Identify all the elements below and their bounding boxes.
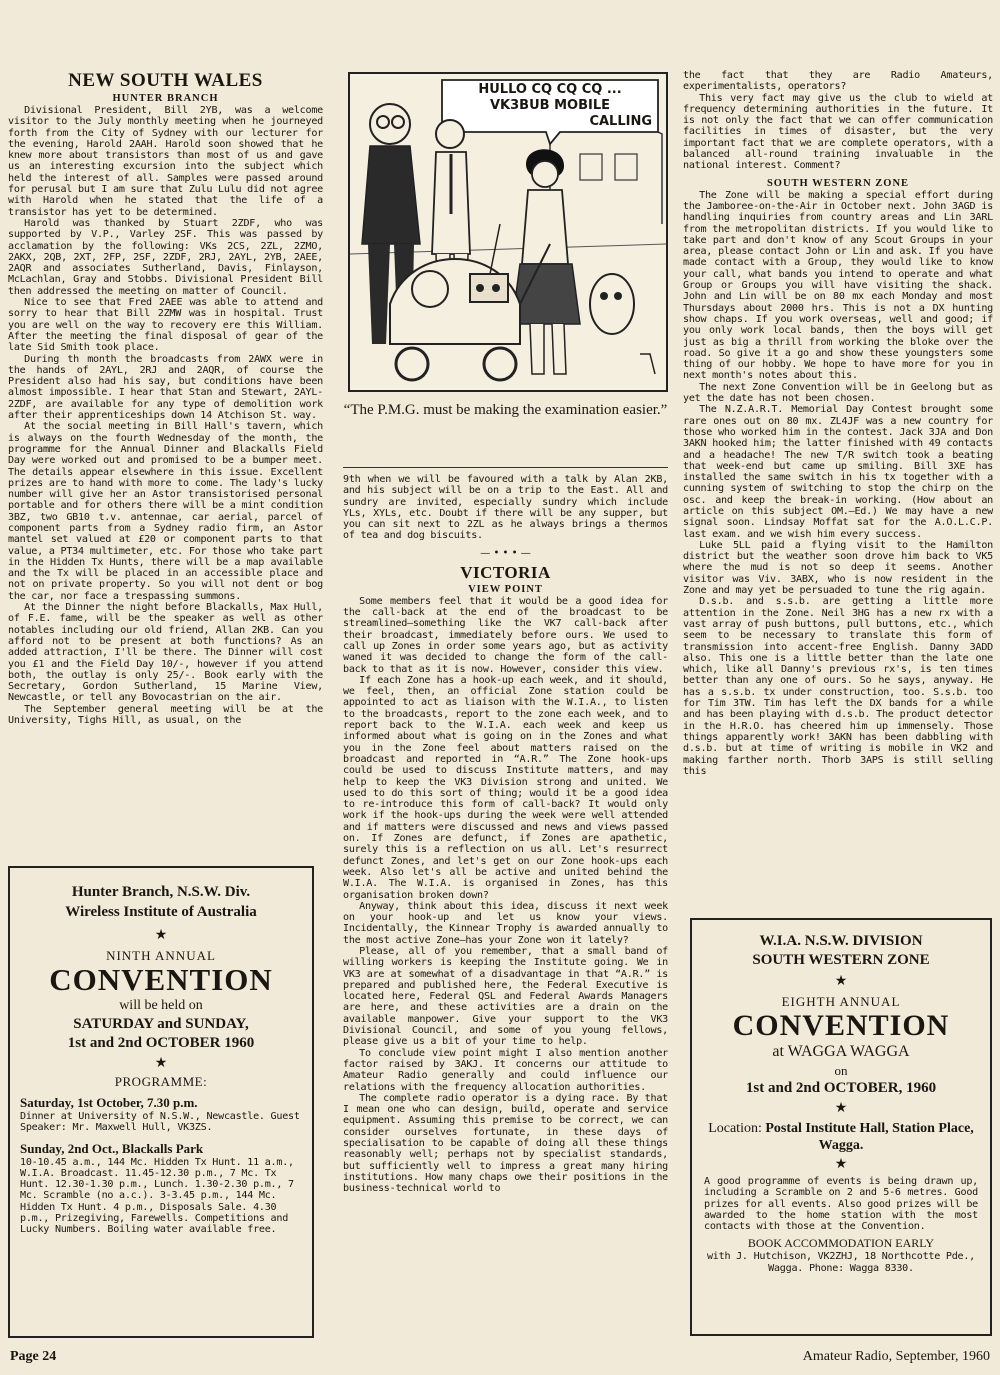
convention-label: CONVENTION (732, 1009, 950, 1042)
contact-details: with J. Hutchison, VK2ZHJ, 18 Northcotte Pde., Wagga. Phone: Wagga 8330. (706, 1251, 976, 1274)
hunter-branch-heading: HUNTER BRANCH (112, 93, 219, 104)
box-title-line1: Hunter Branch, N.S.W. Div. (71, 884, 251, 900)
convention-days: SATURDAY and SUNDAY, (73, 1016, 249, 1032)
victoria-article-body (343, 596, 668, 1195)
location-label: Location: (708, 1121, 762, 1136)
star-icon: ★ (154, 1056, 168, 1071)
article-paragraph: Anyway, think about this idea, discuss it next week on your hook-up and let us know your views. Incidentally, the Kinnear Trophy is awarded annually to the most active Zone—has your Zone won it lately? (343, 900, 668, 946)
ninth-annual-label: NINTH ANNUAL (106, 948, 216, 963)
box-title-line2: SOUTH WESTERN ZONE (752, 952, 930, 968)
speech-line: CALLING (589, 114, 652, 129)
saturday-details: Dinner at University of N.S.W., Newcastle. Guest Speaker: Mr. Maxwell Hull, VK3ZS. (20, 1111, 300, 1134)
nsw-heading: NEW SOUTH WALES (68, 70, 263, 91)
article-paragraph: This very fact may give us the club to wield at frequency determining authorities in the future. It is not only the fact that we can offer communication facilities in times of disaster, but the very important fact that we are complete operators, with a balanced all-round training invaluable in the national interest. Comment? (683, 92, 993, 172)
cartoon-illustration (348, 72, 668, 392)
convention-dates: 1st and 2nd OCTOBER 1960 (67, 1035, 255, 1051)
programme-label: PROGRAMME: (114, 1074, 208, 1089)
victoria-heading: VICTORIA (460, 562, 551, 582)
view-point-heading: VIEW POINT (468, 583, 543, 595)
box-title-line1: W.I.A. N.S.W. DIVISION (759, 933, 923, 949)
cartoon-caption: “The P.M.G. must be making the examination easier.” (343, 402, 668, 418)
article-paragraph: The September general meeting will be at the University, Tighs Hill, as usual, on the (8, 703, 323, 727)
article-paragraph: Some members feel that it would be a good idea for the call-back at the end of the broadcast to be streamlined—something like the VK7 call-back after their broadcast, immediately before ours. We used to call up Zones in order some years ago, but as activity waned it was decided to change the form of the call-back to that as it is now. However, consider this view. (343, 595, 668, 675)
on-label: on (834, 1063, 848, 1078)
south-western-zone-body (683, 190, 993, 777)
article-paragraph: The next Zone Convention will be in Geelong but as yet the date has not been chosen. (683, 381, 993, 405)
article-paragraph: If each Zone has a hook-up each week, and it should, we feel, then, an official Zone station could be appointed to act as liaison with the W.I.A., to listen to the broadcasts, report to the zone each week, and to report back to the W.I.A. each week and keep us informed about what is going on in the Zones and what you in the Zone feel about matters raised on the broadcast and reported in “A.R.” The Zone hook-ups could be used to discuss Institute matters, and may help to keep the VK3 Division strong and united. We used to do this sort of thing; would it be a good idea to re-introduce this form of call-back? It would only work if the hook-ups during the week were well attended and if matters were discussed and news and views passed on. If Zones are defunct, if Zones are apathetic, surely this is a reflection on us all. Let's resurrect defunct Zones, and let's get on our Zone hook-ups each week. Also let's all be active and united behind the W.I.A. The W.I.A. is organised in Zones, has this organisation broken down? (343, 674, 668, 901)
hunter-convention-box (8, 866, 314, 1338)
star-icon: ★ (834, 974, 848, 989)
location-block (704, 1120, 978, 1154)
convention-dates: 1st and 2nd OCTOBER, 1960 (745, 1080, 937, 1096)
speech-line: HULLO CQ CQ CQ ... (478, 82, 622, 97)
publication-name: Amateur Radio, September, 1960 (802, 1349, 990, 1364)
nsw-article-body (8, 105, 323, 726)
south-western-zone-heading: SOUTH WESTERN ZONE (766, 177, 910, 189)
article-paragraph: D.s.b. and s.s.b. are getting a little more attention in the Zone. Neil 3HG has a new rx with a vast array of push buttons, pull buttons, etc., which seem to be necessary to translate this form of transmission into accent-free English. Danny 3ADD also. This one is a little better than the late one which, like all Danny's previous rx's, is ten times better than any one of ours. So he says, anyway. He has a s.s.b. tx under construction, too. S.s.b. too for Tim 3TW. Tim has left the DX bands for a while and has been playing with d.s.b. The product detector in the H.R.O. has cheered him up immensely. Those things apparently work! 3AKN has been dabbling with d.s.b. but at time of writing is mobile in VK2 and making farther north. Thorb 3APS is still selling this (683, 596, 993, 777)
eighth-annual-label: EIGHTH ANNUAL (781, 994, 901, 1009)
article-paragraph: At the Dinner the night before Blackalls, Max Hull, of F.E. fame, will be the speaker as well as other notables including our old friend, Allan 2KB. Can you afford not to be present at both functions? As an added attraction, I'll be there. The Dinner will cost you £1 and the Field Day 10/-, however if you attend both, the outlay is only 25/-. Book early with the Secretary, Gordon Sutherland, 15 Marine View, Newcastle, or tell any Bovocastrian on the air. (8, 602, 323, 704)
star-icon: ★ (834, 1101, 848, 1116)
convention-location-town: at WAGGA WAGGA (772, 1043, 910, 1060)
speech-line: VK3BUB MOBILE (490, 98, 610, 113)
speech-bubble-text (442, 82, 658, 130)
convention-details: A good programme of events is being drawn up, including a Scramble on 2 and 5-6 metres. Good prizes for all events. Also good prizes will be awarded to the home station with the most contacts with those at the Convention. (704, 1176, 978, 1233)
article-paragraph: The Zone will be making a special effort during the Jamboree-on-the-Air in October next. John 3AGD is handling inquiries from country areas and Lin 3ARL from the metropolitan districts. If you would like to take part and don't know of any Scout Groups in your area, please contact John or Lin and ask. If you have made contact with a Group, they would like to know your call, what bands you intend to operate and what Group or Groups you will have visiting the shack. John and Lin will be on 80 mx each Monday and most Thursdays about 2000 hrs. This is not a DX hunting show chaps. If you work overseas, well and good; if you only work local bands, then the boys will get just as big a thrill from working the bloke over the road. So give it a go and show these youngsters some thing of our hobby. We hope to have more for you in next month's notes about this. (683, 189, 993, 382)
held-on-label: will be held on (119, 998, 203, 1013)
article-paragraph: The N.Z.A.R.T. Memorial Day Contest brought some rare ones out on 80 mx. ZL4JF was a new country for those who worked him in the contest. Jack 3JA and Don 3AKN hooked him; the latter finished with 49 contacts and a headache! The new T/R switch took a beating that week-end but came up smiling. Bill 3XE has installed the same switch in his tx together with a cunning system of switching to stop the chirp on the osc. and keep the break-in working. (How about an article on this subject OM.—Ed.) We may have a new signal soon. Lindsay Moffat sat for the A.O.L.C.P. last exam. and we wish him every success. (683, 404, 993, 540)
article-paragraph: Harold was thanked by Stuart 2ZDF, who was supported by V.P., Varley 2SF. This was passed by acclamation by the following: VKs 2CS, 2ZL, 2ZMO, 2AKX, 2QB, 2XT, 2FP, 2SF, 2ZDF, 2RJ, 2AYL, 2YB, 2AEE, 2AQR and associates Sutherland, Davis, Finlayson, McLachlan, Gray and Stobbs. Divisional President Bill then addressed the meeting on matter of Council. (8, 217, 323, 297)
divider-rule (343, 467, 668, 468)
wagga-convention-box (690, 918, 992, 1336)
sunday-heading: Sunday, 2nd Oct., Blackalls Park (20, 1140, 204, 1156)
article-paragraph: To conclude view point might I also mention another factor raised by 3AKJ. It concerns our attitude to Amateur Radio generally and could influence our relations with the frequency allocation authorities. (343, 1047, 668, 1093)
victoria-continued-text (683, 70, 993, 172)
box-title-line2: Wireless Institute of Australia (65, 904, 257, 920)
article-paragraph: At the social meeting in Bill Hall's tavern, which is always on the fourth Wednesday of the month, the programme for the Annual Dinner and Blackalls Field Day were worked out and promised to be a bumper meet. The details appear elsewhere in this issue. Excellent prizes are to hand with more to come. The lady's lucky number will give her an Astor transistorised personal portable and for others there will be a mint condition 3BZ, two GB10 t.v. antennae, car aerial, parcel of component parts from a Sydney radio firm, an Astor mantel set valued at £20 or component parts to that value, a PT34 multimeter, etc. For those who take part in the Hidden Tx Hunts, there will be a map available and the Tx will be placed in an accessible place and not on private property. So you will not dent or bog the car, nor face a trespassing summons. (8, 421, 323, 602)
article-paragraph: Nice to see that Fred 2AEE was able to attend and sorry to hear that Bill 2ZMW was in hospital. Trust you are well on the way to recovery ere this William. After the meeting the final disposal of gear of the late Sid Smith took place. (8, 297, 323, 354)
south-western-zone-column (683, 70, 993, 777)
convention-label: CONVENTION (49, 962, 273, 997)
nsw-continued-text (343, 474, 668, 542)
location-address: Postal Institute Hall, Station Place, Wagga. (765, 1121, 974, 1153)
nsw-column (8, 70, 323, 726)
saturday-heading: Saturday, 1st October, 7.30 p.m. (20, 1095, 198, 1110)
article-paragraph: the fact that they are Radio Amateurs, experimentalists, operators? (683, 70, 993, 93)
article-paragraph: 9th when we will be favoured with a talk by Alan 2KB, and his subject will be on a trip to the East. All and sundry are invited, especially sundry which include YLs, XYLs, etc. Doubt if there will be any supper, but you can sit next to 2ZL as he always brings a thermos of tea and dog biscuits. (343, 474, 668, 542)
article-paragraph: Luke 5LL paid a flying visit to the Hamilton district but the weather soon drove him back to VK5 where the mud is not so deep it seems. Another visitor was Viv. 3ABX, who is now resident in the Zone and may yet be persuaded to tune the rig again. (683, 539, 993, 597)
star-icon: ★ (834, 1157, 848, 1172)
star-icon: ★ (154, 928, 168, 943)
article-paragraph: During th month the broadcasts from 2AWX were in the hands of 2AYL, 2RJ and 2AQR, of course the President also had his say, but conditions have been almost impossible. I hear that Stan and Stewart, 2AYL-2ZDF, are available for any type of demolition work after their apprenticeships down 14 Atchison St. way. (8, 353, 323, 422)
section-divider-dots: — • • • — (480, 547, 531, 559)
book-early-label: BOOK ACCOMMODATION EARLY (747, 1236, 935, 1251)
article-paragraph: Please, all of you remember, that a small band of willing workers is keeping the Institute going. We in VK3 are at somewhat of a disadvantage in that “A.R.” is prepared and published here, the Federal Executive is located here, Federal QSL and Federal Awards Managers are here, and these activities are a drain on the available manpower. Give your support to the VK3 Divisional Council, and some of you young fellows, please give us a bit of your time to help. (343, 945, 668, 1048)
sunday-details: 10-10.45 a.m., 144 Mc. Hidden Tx Hunt. 11 a.m., W.I.A. Broadcast. 11.45-12.30 p.m., 7 Mc. Tx Hunt. 12.30-1.30 p.m., Lunch. 1.30-2.30 p.m., 7 Mc. Scramble (no a.c.). 3-3.45 p.m., 144 Mc. Hidden Tx Hunt. 4 p.m., Disposals Sale. 4.30 p.m., Prizegiving, Farewells. Competitions and Lucky Numbers. Boiling water available free. (20, 1156, 294, 1236)
page-number: Page 24 (10, 1349, 57, 1364)
article-paragraph: Divisional President, Bill 2YB, was a welcome visitor to the July monthly meeting when he journeyed forth from the City of Sydney with our lecturer for the evening, Harold 2AAH. Harold soon showed that he knew more about transistors than most of us and gave us an interesting excursion into the subject which held the interest of all. Samples were passed around for perusal but I am sure that Zulu Lulu did not agree with Harold when he stated that the life of a transistor has yet to be determined. (8, 105, 323, 218)
article-paragraph: The complete radio operator is a dying race. By that I mean one who can design, build, operate and service equipment. Assuming this premise to be correct, we can consider ourselves fortunate, in these days of specialisation to be capable of doing all these things reasonably well; perhaps not by specialist standards, but sufficiently well to impress a great many hiring institutions. How many chaps owe their positions in the business-technical world to (343, 1092, 668, 1195)
victoria-column (343, 474, 668, 1195)
